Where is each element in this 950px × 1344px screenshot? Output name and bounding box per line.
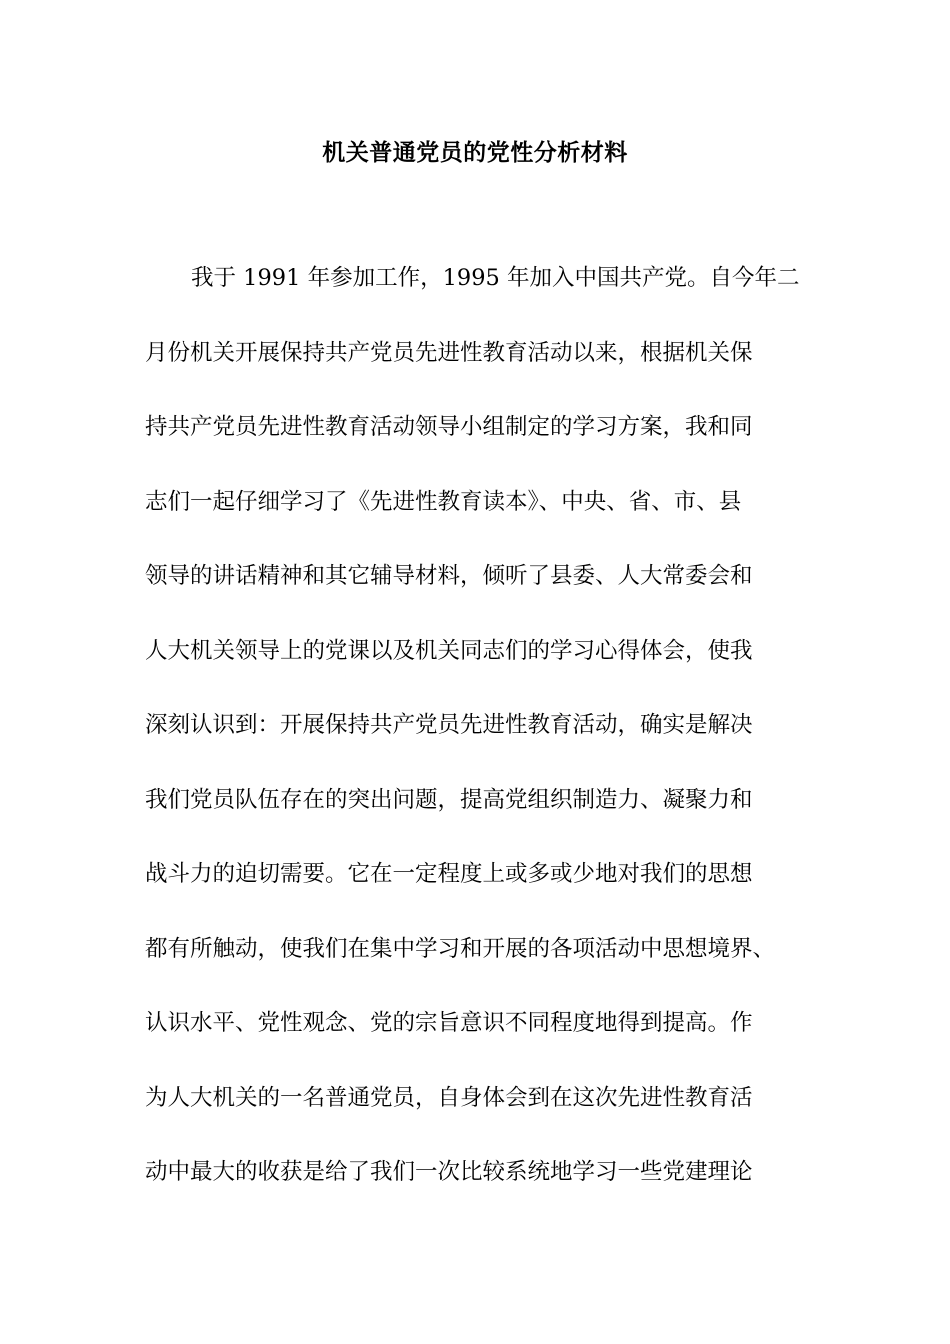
paragraph-line: 我们党员队伍存在的突出问题，提高党组织制造力、凝聚力和 (145, 786, 753, 813)
paragraph-line: 我于 1991 年参加工作，1995 年加入中国共产党。自今年二 (191, 265, 800, 291)
paragraph-line: 为人大机关的一名普通党员，自身体会到在这次先进性教育活 (145, 1084, 753, 1111)
paragraph-line: 战斗力的迫切需要。它在一定程度上或多或少地对我们的思想 (145, 861, 753, 887)
paragraph-line: 月份机关开展保持共产党员先进性教育活动以来，根据机关保 (145, 339, 753, 366)
paragraph-line: 都有所触动，使我们在集中学习和开展的各项活动中思想境界、 (145, 935, 776, 962)
paragraph-line: 认识水平、党性观念、党的宗旨意识不同程度地得到提高。作 (145, 1010, 753, 1036)
document-title: 机关普通党员的党性分析材料 (322, 139, 628, 166)
paragraph-line: 动中最大的收获是给了我们一次比较系统地学习一些党建理论 (145, 1159, 753, 1185)
paragraph-line: 领导的讲话精神和其它辅导材料，倾听了县委、人大常委会和 (145, 563, 753, 589)
paragraph-line: 志们一起仔细学习了《先进性教育读本》、中央、省、市、县 (145, 488, 742, 515)
document-body (145, 263, 835, 1232)
paragraph-line: 持共产党员先进性教育活动领导小组制定的学习方案，我和同 (145, 414, 753, 440)
paragraph-line: 深刻认识到：开展保持共产党员先进性教育活动，确实是解决 (145, 712, 753, 738)
paragraph-line: 人大机关领导上的党课以及机关同志们的学习心得体会，使我 (145, 637, 753, 664)
